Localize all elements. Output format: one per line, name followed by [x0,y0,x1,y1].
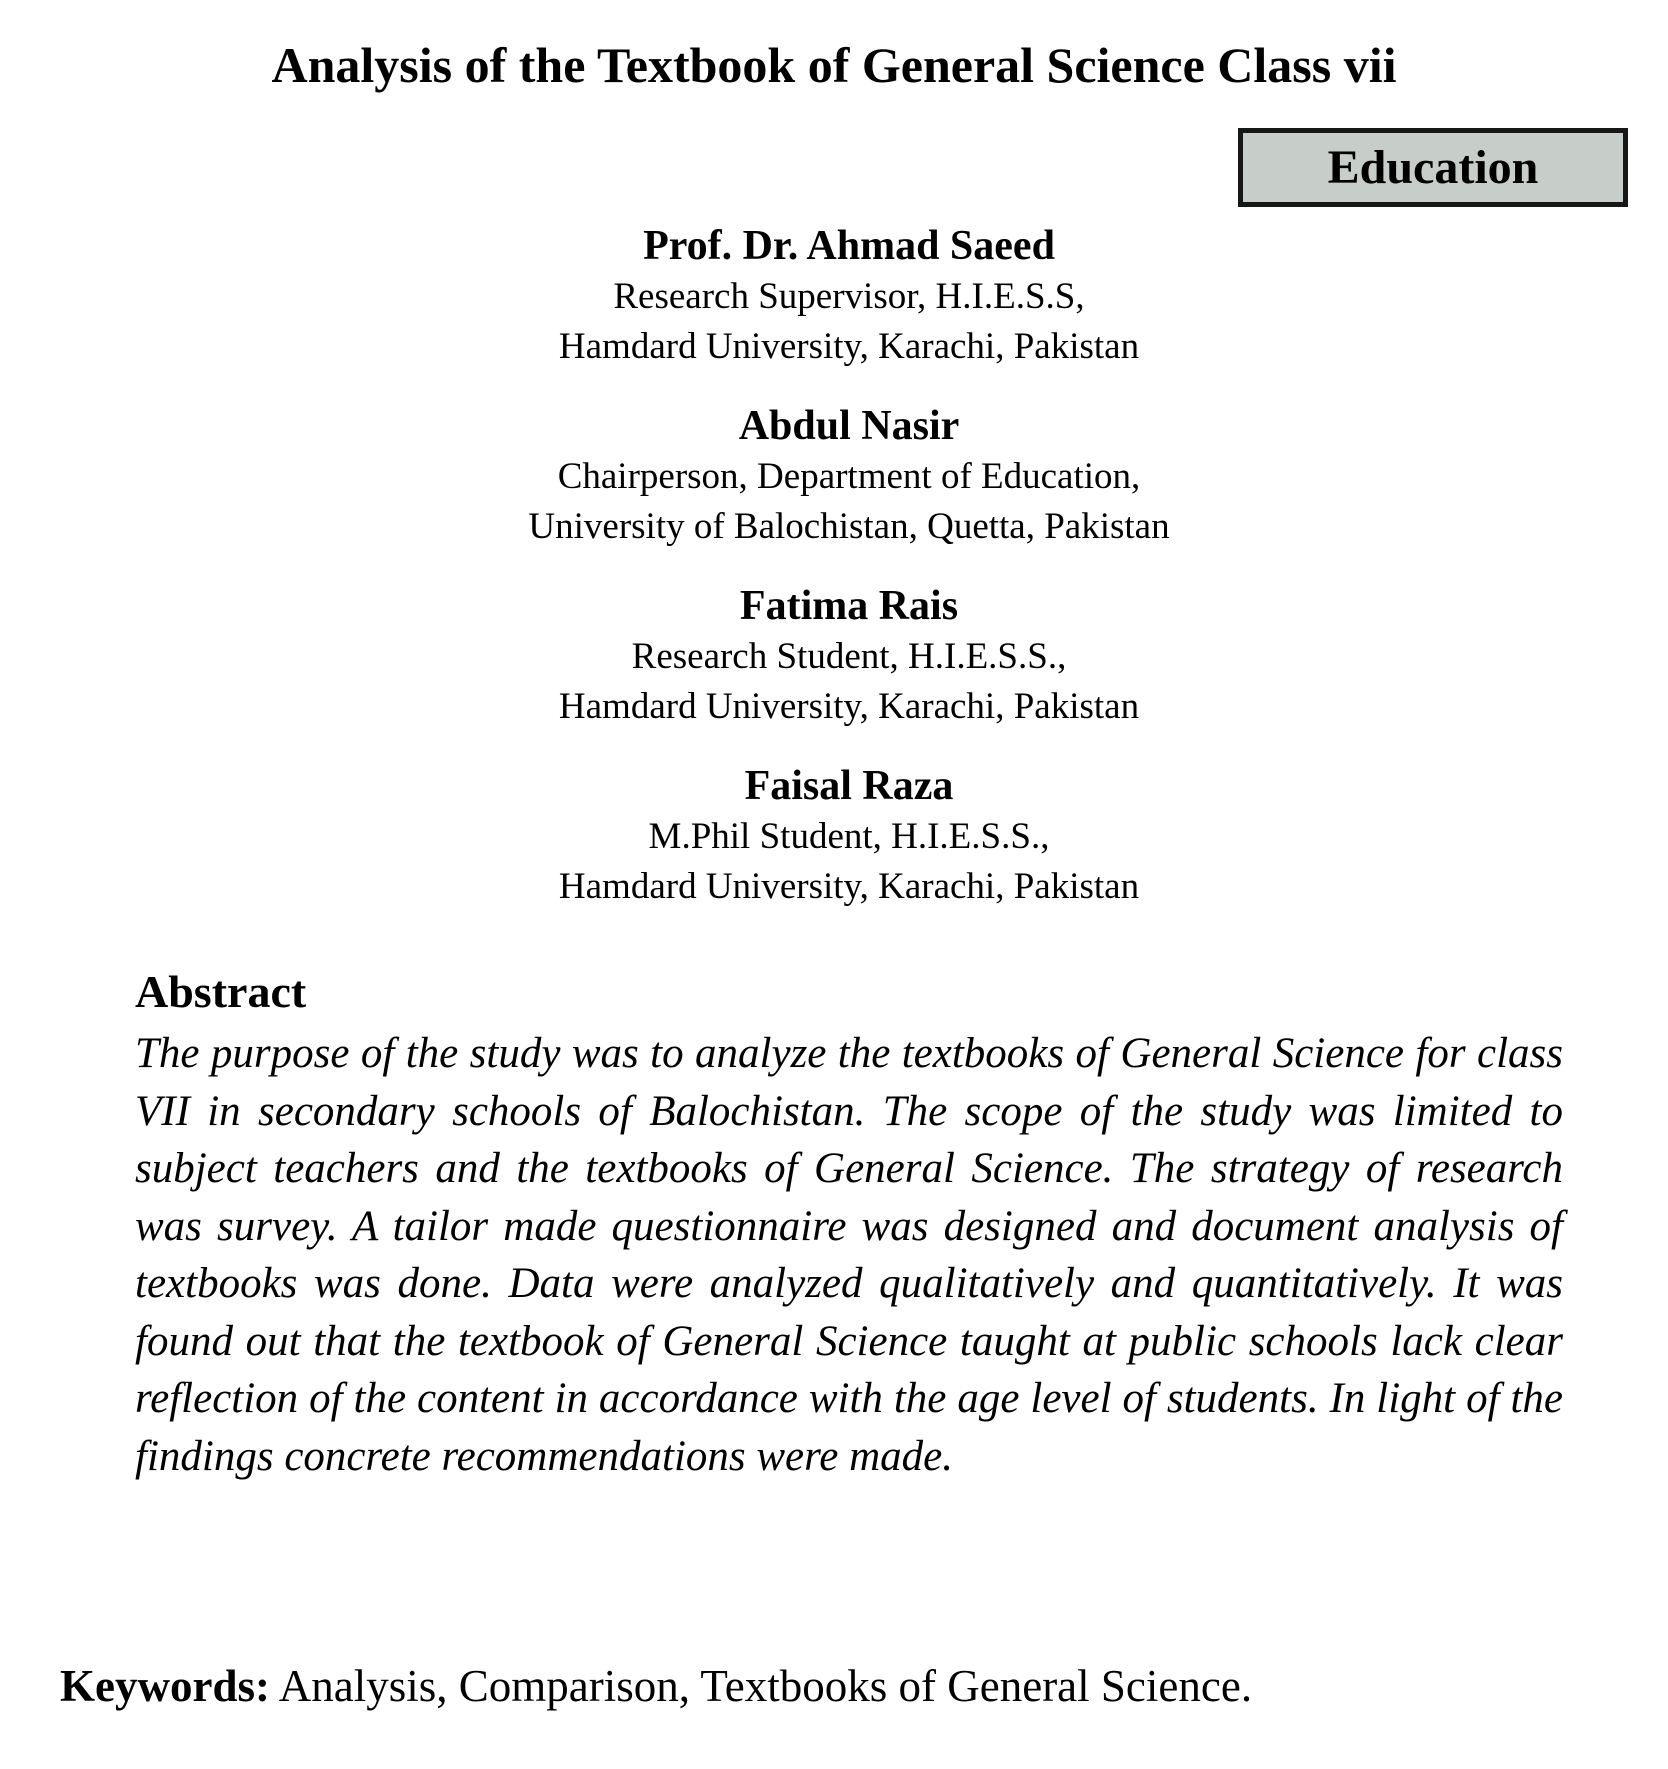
author-affiliation: Chairperson, Department of Education, [557,456,1141,497]
author-affiliation: Hamdard University, Karachi, Pakistan [558,866,1140,907]
authors-block [0,220,1668,940]
author-affiliation: Research Student, H.I.E.S.S., [631,636,1067,677]
author-affiliation: M.Phil Student, H.I.E.S.S., [648,816,1050,857]
author-group [30,220,1668,372]
author-name: Fatima Rais [739,583,959,629]
author-group [30,760,1668,912]
author-name: Prof. Dr. Ahmad Saeed [643,223,1055,269]
author-affiliation: University of Balochistan, Quetta, Pakistan [528,506,1170,547]
author-group [30,580,1668,732]
abstract-body: The purpose of the study was to analyze the textbooks of General Science for class VII in secondary schools of Balochistan. The scope of the study was limited to subject teachers and the textbooks of General Science. The strategy of research was survey. A tailor made questionnaire was designed and document analysis of textbooks was done. Data were analyzed qualitatively and quantitatively. It was found out that the textbook of General Science taught at public schools lack clear reflection of the content in accordance with the age level of students. In light of the findings concrete recommendations were made. [135,1030,1563,1480]
author-affiliation: Hamdard University, Karachi, Pakistan [558,326,1140,367]
paper-title: Analysis of the Textbook of General Science Class vii [271,37,1397,93]
keywords-label: Keywords: [60,1661,270,1711]
author-affiliation: Hamdard University, Karachi, Pakistan [558,686,1140,727]
keywords-text: Analysis, Comparison, Textbooks of General Science. [269,1661,1253,1711]
abstract-heading: Abstract [135,966,307,1017]
abstract-section [135,963,1563,1485]
author-affiliation: Research Supervisor, H.I.E.S.S, [613,276,1085,317]
author-name: Faisal Raza [744,763,954,809]
category-badge-label: Education [1327,141,1539,194]
keywords-line [60,1658,1540,1714]
category-badge [1238,128,1628,207]
author-name: Abdul Nasir [738,403,960,449]
author-group [30,400,1668,552]
